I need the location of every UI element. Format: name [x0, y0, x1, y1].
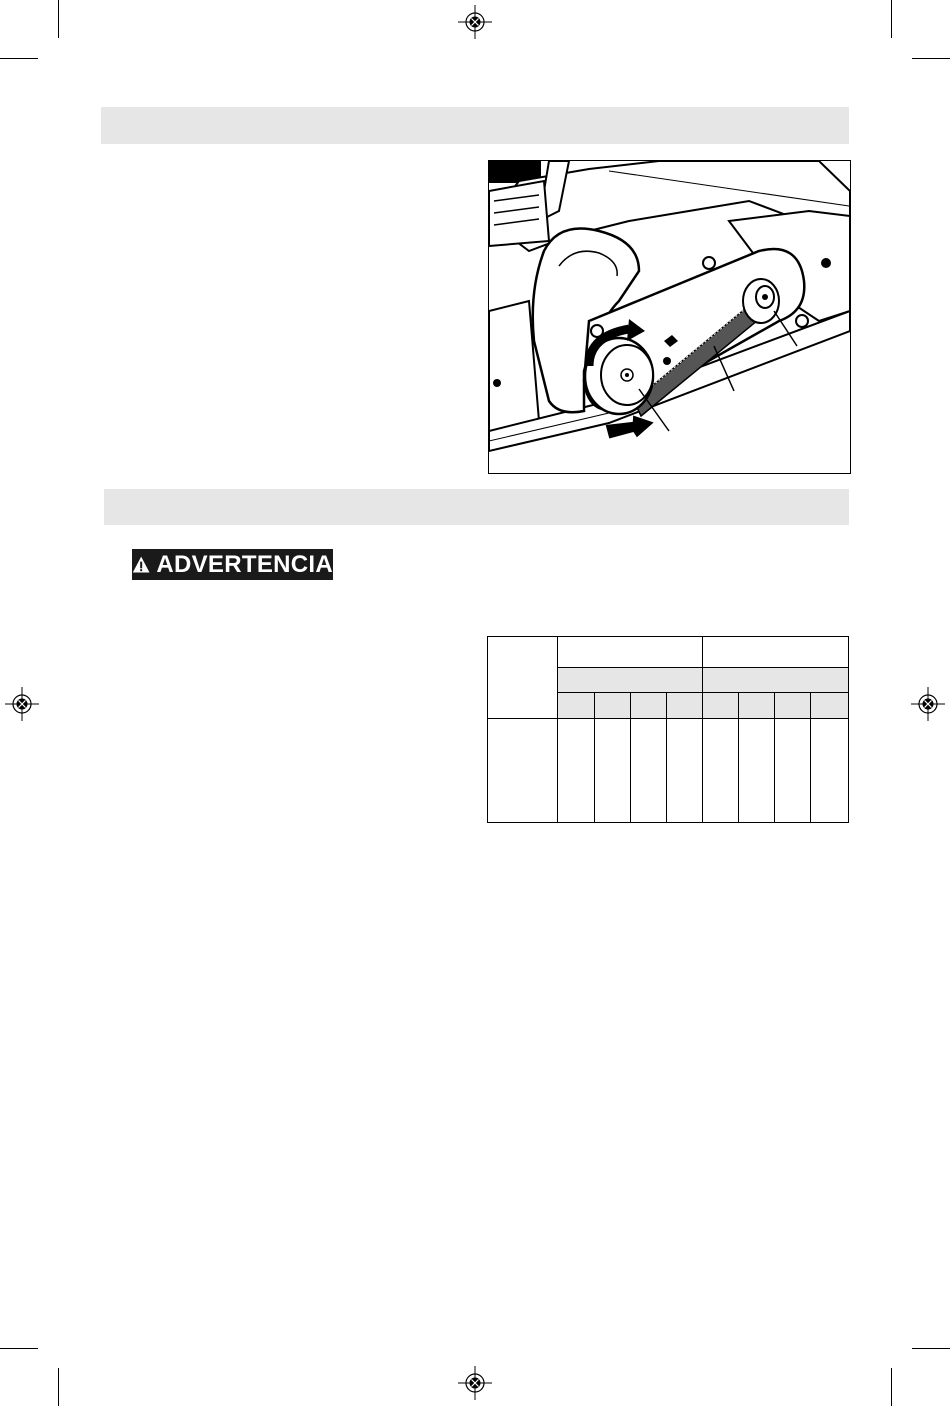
table-cell [775, 693, 811, 719]
table-cell [811, 693, 849, 719]
table-cell [558, 693, 595, 719]
section-header-bar [101, 107, 849, 144]
table-cell [811, 719, 849, 823]
table-cell [631, 719, 667, 823]
crop-mark [891, 1368, 892, 1406]
crop-mark [912, 1348, 950, 1349]
table-cell [558, 637, 703, 668]
crop-mark [58, 0, 59, 38]
warning-label [132, 549, 333, 580]
crop-mark [912, 58, 950, 59]
table-cell [703, 637, 849, 668]
table-cell [595, 693, 631, 719]
table-cell [595, 719, 631, 823]
table-row [488, 719, 849, 823]
crop-mark [58, 1368, 59, 1406]
table-row [488, 637, 849, 668]
table-cell [558, 668, 703, 693]
crop-mark [0, 1348, 38, 1349]
warning-triangle-icon [132, 554, 150, 576]
table-cell [739, 693, 775, 719]
figure-belt-drive [488, 160, 851, 474]
crop-mark [891, 0, 892, 38]
table-cell [703, 693, 739, 719]
table-cell [631, 693, 667, 719]
spec-table [487, 636, 849, 823]
registration-mark-icon [458, 5, 492, 39]
crop-mark [0, 58, 38, 59]
table-cell [703, 719, 739, 823]
table-cell [558, 719, 595, 823]
table-cell [488, 719, 558, 823]
table-cell [703, 668, 849, 693]
registration-mark-icon [458, 1366, 492, 1400]
registration-mark-icon [5, 687, 39, 721]
table-cell [775, 719, 811, 823]
belt-planer-drive-illustration [489, 161, 850, 473]
warning-text: ADVERTENCIA [156, 550, 333, 578]
table-cell [667, 719, 703, 823]
section-header-bar [104, 489, 849, 525]
registration-mark-icon [911, 687, 945, 721]
table-cell [488, 637, 558, 719]
table-cell [667, 693, 703, 719]
table-cell [739, 719, 775, 823]
